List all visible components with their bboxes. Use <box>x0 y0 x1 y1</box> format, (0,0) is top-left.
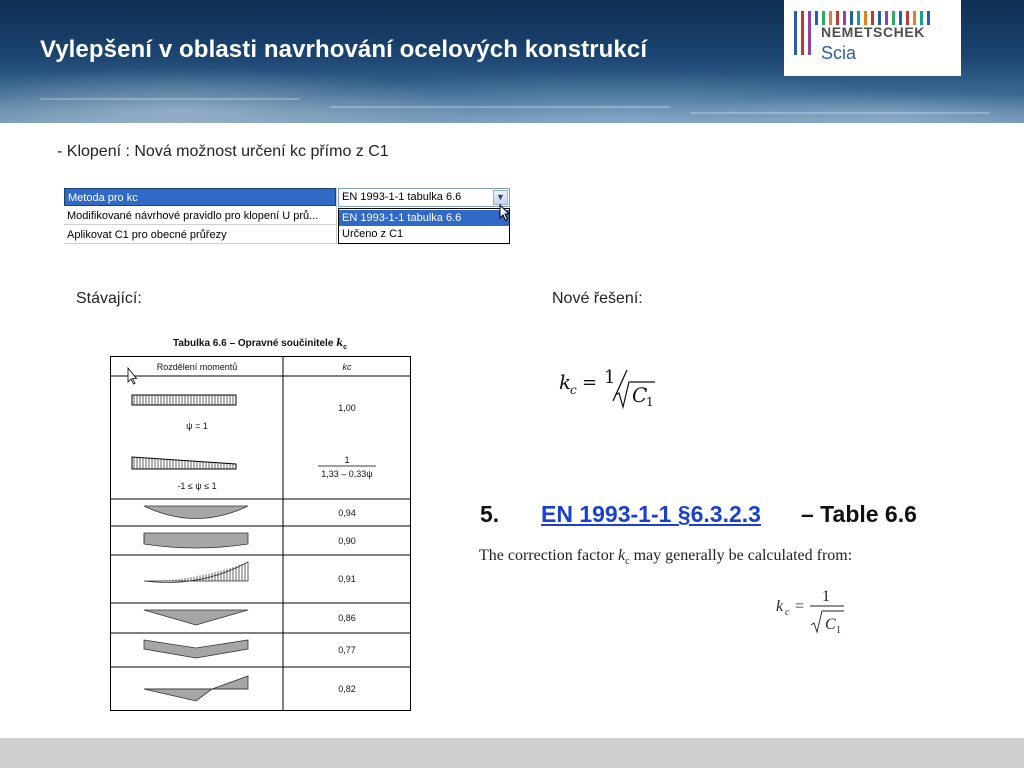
logo-bar <box>899 11 902 25</box>
psi-equals-one: ψ = 1 <box>186 421 208 431</box>
diagram-uniform <box>132 395 236 405</box>
formula-en-lhs: k <box>776 598 784 615</box>
table-caption-sub: c <box>343 344 348 351</box>
dropdown-list <box>338 208 510 244</box>
formula-rad-sub: 1 <box>646 395 654 409</box>
kc-value-1: 1,00 <box>338 403 356 413</box>
logo-bar <box>927 11 930 25</box>
en-reference-link[interactable]: EN 1993-1-1 §6.3.2.3 <box>541 501 761 527</box>
logo-bar <box>836 11 839 25</box>
kc-value-2: 0,94 <box>338 508 356 518</box>
bullet-klopeni: - Klopení : Nová možnost určení kc přímo z C1 <box>57 143 389 160</box>
dropdown-option-table66[interactable]: EN 1993-1-1 tabulka 6.6 <box>339 210 509 226</box>
dropdown-option-c1[interactable]: Určeno z C1 <box>342 228 404 240</box>
kc-value-7: 0,82 <box>338 684 356 694</box>
logo-bar <box>871 11 874 25</box>
kc-frac-num: 1 <box>344 455 350 465</box>
combo-value: EN 1993-1-1 tabulka 6.6 <box>342 191 462 203</box>
formula-en-eq: = <box>795 598 805 615</box>
banner-highlight <box>690 112 990 114</box>
formula-rad: C <box>632 383 648 407</box>
kc-value-5: 0,86 <box>338 613 356 623</box>
section-text-after: may generally be calculated from: <box>629 547 853 564</box>
grid-separator <box>336 188 337 244</box>
grid-row-method[interactable]: Metoda pro kc <box>64 188 336 206</box>
logo-bar <box>808 11 811 55</box>
section-title-rest: – Table 6.6 <box>801 501 917 527</box>
logo-bar <box>822 11 825 25</box>
diagram-parabola-ends <box>144 533 248 548</box>
logo-bar <box>801 11 804 55</box>
banner-highlight <box>40 98 300 100</box>
logo-brand: NEMETSCHEK <box>821 24 926 40</box>
logo-bar <box>878 11 881 25</box>
banner-highlight <box>330 106 670 108</box>
logo-bar <box>864 11 867 25</box>
property-grid <box>64 186 510 245</box>
mouse-cursor-icon <box>499 204 511 222</box>
logo-bar <box>850 11 853 25</box>
company-logo <box>784 0 961 76</box>
logo-bar <box>920 11 923 25</box>
kc-table-svg <box>110 356 412 712</box>
logo-bar <box>892 11 895 25</box>
kc-table <box>110 356 412 717</box>
chevron-down-icon[interactable]: ▼ <box>493 190 508 205</box>
kc-value-3: 0,90 <box>338 536 356 546</box>
section-text <box>479 547 852 567</box>
formula-en-rad-sub: 1 <box>836 625 841 636</box>
logo-bar <box>829 11 832 25</box>
grid-row-modified-rule[interactable]: Modifikované návrhové pravidlo pro klopení U prů... <box>64 207 336 225</box>
col-header-moments: Rozdělení momentů <box>156 362 238 372</box>
formula-lhs: k <box>559 370 572 394</box>
logo-bar <box>794 11 797 55</box>
col-header-kc: kc <box>342 362 352 372</box>
formula-lhs-sub: c <box>570 383 577 397</box>
label-new: Nové řešení: <box>552 290 643 307</box>
table-caption-symbol: k <box>336 338 344 349</box>
formula-new <box>557 365 667 420</box>
table-caption-text: Tabulka 6.6 – Opravné součinitele <box>172 338 337 349</box>
formula-en-num: 1 <box>822 588 830 605</box>
footer-bar <box>0 738 1024 768</box>
section-text-before: The correction factor <box>479 547 619 564</box>
kc-value-4: 0,91 <box>338 574 356 584</box>
logo-bar <box>913 11 916 25</box>
kc-value-6: 0,77 <box>338 645 356 655</box>
logo-bar <box>857 11 860 25</box>
formula-en-rad: C <box>825 616 836 633</box>
logo-sub: Scia <box>821 43 857 63</box>
formula-new-svg <box>557 365 667 415</box>
page-title: Vylepšení v oblasti navrhování ocelových konstrukcí <box>40 36 648 63</box>
logo-bar <box>885 11 888 25</box>
logo-bar <box>815 11 818 25</box>
formula-num: 1 <box>604 367 616 388</box>
formula-en-svg <box>770 584 850 640</box>
kc-frac-den: 1,33 – 0,33ψ <box>321 469 373 479</box>
table-caption <box>110 338 410 351</box>
label-current: Stávající: <box>76 290 142 307</box>
formula-eq: = <box>582 372 598 393</box>
section-number: 5. <box>480 501 500 527</box>
formula-en <box>770 584 850 645</box>
section-text-sub: c <box>625 556 630 568</box>
method-combobox[interactable] <box>338 188 510 207</box>
psi-range: -1 ≤ ψ ≤ 1 <box>177 481 217 491</box>
section-text-symbol: k <box>618 547 626 564</box>
logo-bar <box>843 11 846 25</box>
header-banner <box>0 0 1024 123</box>
formula-en-lhs-sub: c <box>785 607 790 618</box>
grid-row-apply-c1[interactable]: Aplikovat C1 pro obecné průřezy <box>64 226 336 244</box>
logo-bar <box>906 11 909 25</box>
